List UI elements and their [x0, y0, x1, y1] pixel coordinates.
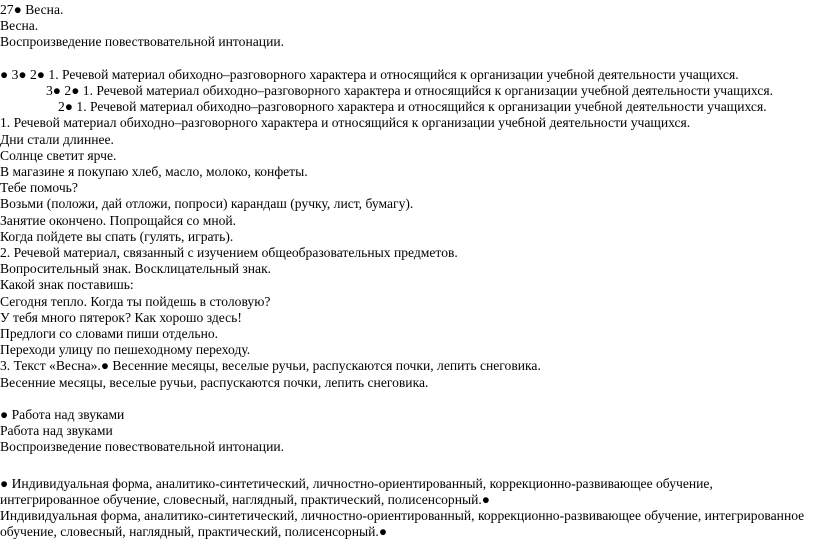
- text-line: Весенние месяцы, веселые ручьи, распускаются почки, лепить снеговика.: [0, 374, 429, 390]
- spacer: [0, 456, 816, 476]
- text-line: Какой знак поставишь:: [0, 277, 134, 293]
- text-line: У тебя много пятерок? Как хорошо здесь!: [0, 309, 242, 325]
- text-line: Занятие окончено. Попрощайся со мной.: [0, 212, 237, 228]
- text-line: 27● Весна.: [0, 2, 64, 17]
- text-line: ● 3● 2● 1. Речевой материал обиходно–разговорного характера и относящийся к организации учебной деятельности учащихся.: [0, 66, 739, 82]
- text-line: Вопросительный знак. Восклицательный знак.: [0, 261, 272, 277]
- text-line: 3● 2● 1. Речевой материал обиходно–разговорного характера и относящийся к организации учебной деятельности учащихся.: [46, 83, 773, 98]
- text-line: Воспроизведение повествовательной интонации.: [0, 34, 285, 50]
- text-line: Возьми (положи, дай отложи, попроси) карандаш (ручку, лист, бумагу).: [0, 196, 414, 212]
- text-line: Весна.: [0, 18, 39, 34]
- text-line: Когда пойдете вы спать (гулять, играть).: [0, 228, 234, 244]
- text-paragraph: ● Индивидуальная форма, аналитико-синтетический, личностно-ориентированный, коррекционно-развивающее обучение, интегрированное обучение, словесный, наглядный, практический, полисенсорный.●: [0, 475, 713, 507]
- text-line: ● Работа над звуками: [0, 407, 125, 423]
- text-line: Предлоги со словами пиши отдельно.: [0, 326, 219, 342]
- text-line: Переходи улицу по пешеходному переходу.: [0, 342, 251, 358]
- text-line: 2. Речевой материал, связанный с изучением общеобразовательных предметов.: [0, 245, 458, 261]
- spacer: [0, 391, 816, 407]
- text-line: Работа над звуками: [0, 423, 113, 439]
- text-line: Дни стали длиннее.: [0, 131, 114, 147]
- text-line: Солнце светит ярче.: [0, 147, 117, 163]
- text-line: Сегодня тепло. Когда ты пойдешь в столовую?: [0, 293, 271, 309]
- text-line: Тебе помочь?: [0, 180, 78, 196]
- spacer: [0, 51, 816, 67]
- text-line: 3. Текст «Весна».● Весенние месяцы, веселые ручьи, распускаются почки, лепить снеговика.: [0, 358, 541, 374]
- text-paragraph: Индивидуальная форма, аналитико-синтетический, личностно-ориентированный, коррекционно-развивающее обучение, интегрированное обучение, словесный, наглядный, практический, полисенсорный.●: [0, 508, 805, 540]
- text-line: Воспроизведение повествовательной интонации.: [0, 439, 285, 455]
- text-line: В магазине я покупаю хлеб, масло, молоко, конфеты.: [0, 164, 308, 180]
- text-line: 2● 1. Речевой материал обиходно–разговорного характера и относящийся к организации учебной деятельности учащихся.: [58, 99, 767, 115]
- text-line: 1. Речевой материал обиходно–разговорного характера и относящийся к организации учебной деятельности учащихся.: [0, 115, 691, 131]
